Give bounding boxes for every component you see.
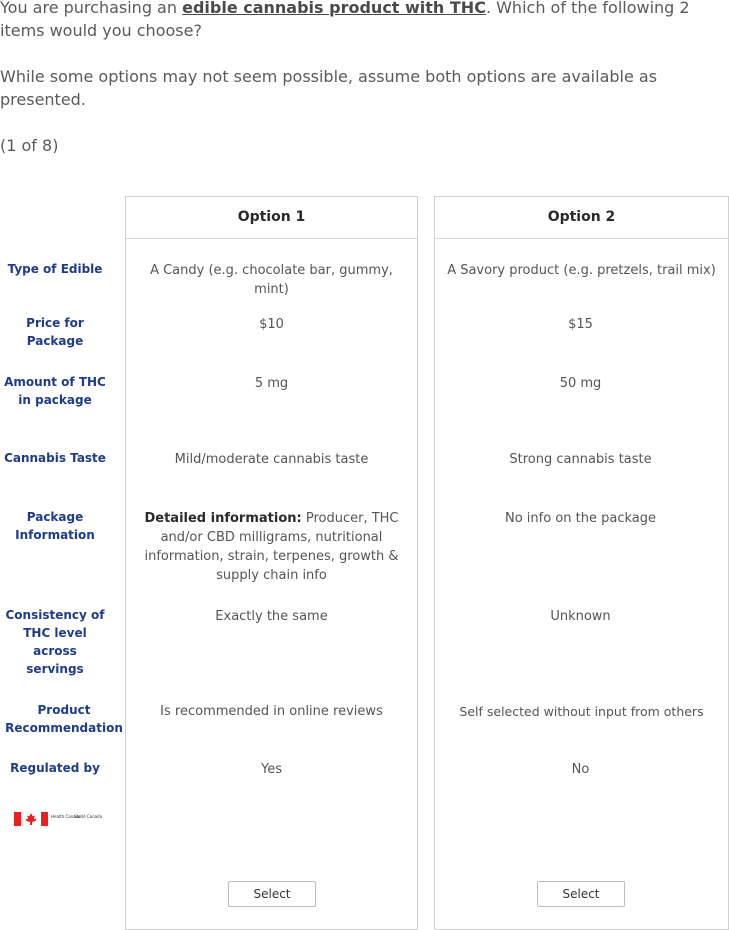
- health-canada-logo: [14, 810, 103, 828]
- question-prefix: You are purchasing an: [0, 0, 183, 17]
- question-text: [0, 0, 729, 42]
- option-1-price: $10: [259, 317, 284, 332]
- option-1-thc: 5 mg: [254, 376, 289, 391]
- option-1-type: A Candy (e.g. chocolate bar, gummy, mint): [150, 263, 393, 297]
- option-2-regulated: No: [571, 762, 590, 777]
- option-1-select-button[interactable]: Select: [228, 881, 316, 907]
- flag-right-bar: [41, 812, 48, 826]
- option-2-taste: Strong cannabis taste: [509, 452, 652, 467]
- option-1-recommendation: Is recommended in online reviews: [160, 704, 383, 719]
- option-1-title: Option 1: [126, 197, 417, 239]
- attribute-label-taste: Cannabis Taste: [4, 451, 106, 465]
- option-2-price: $15: [568, 317, 593, 332]
- option-2-type: A Savory product (e.g. pretzels, trail mix): [447, 263, 716, 278]
- attribute-label-package-info: Package Information: [15, 510, 95, 542]
- option-1-package-info-bold: Detailed information:: [144, 511, 302, 526]
- logo-text-en: Health Canada: [51, 814, 81, 819]
- attribute-label-price: Price for Package: [26, 316, 84, 348]
- option-1-regulated: Yes: [261, 762, 282, 777]
- progress-indicator: (1 of 8): [0, 136, 59, 155]
- option-2-package-info: [445, 509, 716, 528]
- option-1-card: [125, 196, 418, 930]
- logo-text-fr: Santé Canada: [74, 814, 103, 819]
- option-2-card: [434, 196, 729, 930]
- attribute-label-thc: Amount of THC in package: [4, 375, 106, 407]
- assumption-note: While some options may not seem possible, assume both options are available as presented.: [0, 67, 658, 109]
- attribute-label-type: Type of Edible: [7, 262, 103, 276]
- option-2-title: Option 2: [435, 197, 728, 239]
- attribute-label-regulated: Regulated by: [10, 761, 100, 775]
- attribute-label-consistency: Consistency of THC level across servings: [5, 608, 105, 676]
- question-emphasis: edible cannabis product with THC: [182, 0, 486, 17]
- attribute-label-recommendation: Product Recommendation: [5, 703, 123, 735]
- question-suffix: . Which of the following 2 items would you choose?: [0, 0, 690, 40]
- option-2-recommendation: Self selected without input from others: [459, 704, 704, 719]
- survey-intro: [0, 0, 729, 157]
- option-1-package-info-text: Producer, THC and/or CBD milligrams, nutritional information, strain, terpenes, growth & supply chain info: [144, 511, 399, 583]
- maple-leaf-icon: [25, 813, 36, 825]
- option-1-package-info: [136, 509, 407, 585]
- option-1-taste: Mild/moderate cannabis taste: [174, 452, 369, 467]
- option-1-consistency: Exactly the same: [215, 609, 328, 624]
- flag-left-bar: [14, 812, 21, 826]
- option-2-select-button[interactable]: Select: [537, 881, 625, 907]
- option-2-thc: 50 mg: [559, 376, 602, 391]
- option-2-consistency: Unknown: [550, 609, 611, 624]
- option-2-package-info-text: No info on the package: [505, 511, 656, 526]
